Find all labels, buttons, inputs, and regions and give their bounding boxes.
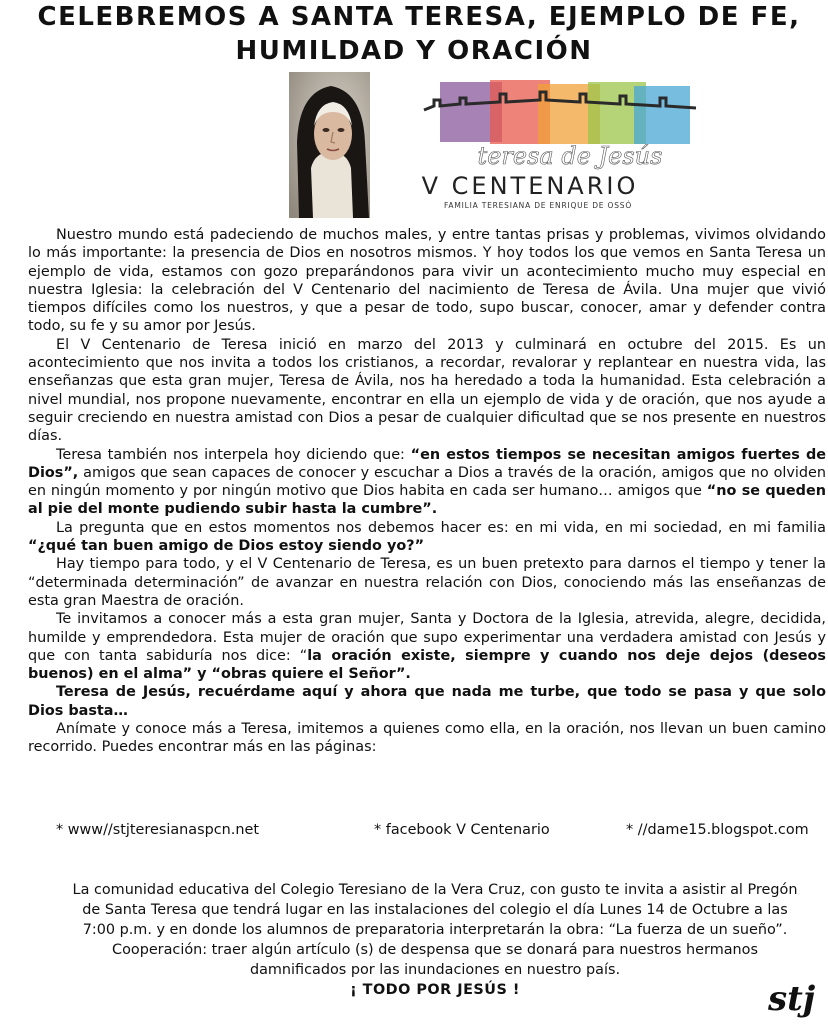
paragraph-3 — [28, 446, 826, 519]
stj-logo — [764, 972, 826, 1020]
invitation-line-1: La comunidad educativa del Colegio Teresiano de la Vera Cruz, con gusto te invita a asistir al Pregón — [72, 882, 798, 898]
paragraph-6-text: Te invitamos a conocer más a esta gran mujer, Santa y Doctora de la Iglesia, atrevida, alegre, decidida, humilde y emprendedora. Esta mujer de oración que supo experimentar una verdadera amistad con Jesús y que con tanta sabiduría nos dice: “ — [28, 611, 826, 664]
paragraph-3-text-a: Teresa también nos interpela hoy diciendo que: — [56, 446, 411, 463]
invitation-line-3: 7:00 p.m. y en donde los alumnos de preparatoria interpretarán la obra: “La fuerza de un sueño”. — [82, 922, 788, 938]
stj-logo-text: stj — [768, 979, 816, 1019]
paragraph-4 — [28, 519, 826, 556]
santa-teresa-portrait — [289, 72, 370, 218]
logo-centenario-text: V CENTENARIO — [421, 172, 639, 200]
invitation-block — [40, 880, 828, 1000]
paragraph-3-text-b: amigos que sean capaces de conocer y escuchar a Dios a través de la oración, amigos que no olviden en ningún momento y por ningún motivo que Dios habita en cada ser humano… amigos que — [28, 464, 826, 500]
paragraph-7-prayer: Teresa de Jesús, recuérdame aquí y ahora que nada me turbe, que todo se pasa y que solo Dios basta… — [28, 684, 826, 719]
link-blog[interactable]: * //dame15.blogspot.com — [626, 822, 809, 838]
paragraph-7 — [28, 683, 826, 720]
invitation-line-5: damnificados por las inundaciones en nuestro país. — [249, 962, 621, 978]
invitation-line-2: de Santa Teresa que tendrá lugar en las instalaciones del colegio el día Lunes 14 de Octubre a las — [82, 902, 788, 918]
title-line-1: CELEBREMOS A SANTA TERESA, EJEMPLO DE FE, — [37, 2, 801, 32]
paragraph-6-quote: la oración existe, siempre y cuando nos deje dejos (deseos buenos) en el alma” y “obras quiere el Señor”. — [28, 647, 826, 683]
paragraph-5: Hay tiempo para todo, y el V Centenario de Teresa, es un buen pretexto para darnos el tiempo y tener la “determinada determinación” de avanzar en nuestra relación con Dios, conociendo más las enseñanzas de esta gran Maestra de oración. — [28, 556, 826, 609]
invitation-line-4: Cooperación: traer algún artículo (s) de despensa que se donará para nuestros hermanos — [112, 942, 758, 958]
paragraph-2: El V Centenario de Teresa inició en marzo del 2013 y culminará en octubre del 2015. Es un acontecimiento que nos invita a todos los cristianos, a recordar, revalorar y replantear en nuestra vida, las enseñanzas que esta gran mujer, Teresa de Ávila, nos ha heredado a toda la humanidad. Esta celebración a nivel mundial, nos propone nuevamente, encontrar en ella un ejemplo de vida y de oración, que nos ayude a seguir creciendo en nuestra amistad con Dios a pesar de cualquier dificultad que se nos presente en nuestros días. — [28, 336, 826, 445]
paragraph-1: Nuestro mundo está padeciendo de muchos males, y entre tantas prisas y problemas, vivimos olvidando lo más importante: la presencia de Dios en nosotros mismos. Y hoy todos los que vemos en Santa Teresa un ejemplo de vida, estamos con gozo preparándonos para vivir un acontecimiento mucho muy especial en nuestra Iglesia: la celebración del V Centenario del nacimiento de Teresa de Ávila. Una mujer que vivió tiempos difíciles como los nuestros, y que a pesar de todo, supo buscar, conocer, amar y defender contra todo, su fe y su amor por Jesús. — [28, 227, 826, 335]
page-title — [0, 0, 828, 68]
paragraph-4-question: “¿qué tan buen amigo de Dios estoy siendo yo?” — [28, 538, 425, 555]
v-centenario-logo — [420, 80, 700, 210]
motto: ¡ TODO POR JESÚS ! — [350, 982, 520, 998]
paragraph-6 — [28, 610, 826, 683]
logo-script-text: teresa de Jesús — [477, 142, 663, 170]
paragraph-3-quote-1: “en estos tiempos se necesitan amigos fuertes de Dios”, — [28, 446, 827, 481]
link-website[interactable]: * www//stjteresianaspcn.net — [56, 822, 259, 838]
link-facebook[interactable]: * facebook V Centenario — [374, 822, 550, 838]
title-line-2: HUMILDAD Y ORACIÓN — [235, 36, 593, 66]
paragraph-3-quote-2: “no se queden al pie del monte pudiendo subir hasta la cumbre”. — [28, 483, 826, 518]
article-body — [28, 226, 826, 757]
paragraph-8: Anímate y conoce más a Teresa, imitemos a quienes como ella, en la oración, nos llevan un buen camino recorrido. Puedes encontrar más en las páginas: — [28, 721, 826, 756]
logo-subtitle: FAMILIA TERESIANA DE ENRIQUE DE OSSÓ — [443, 201, 633, 210]
paragraph-4-text: La pregunta que en estos momentos nos debemos hacer es: en mi vida, en mi sociedad, en mi familia — [56, 519, 826, 536]
